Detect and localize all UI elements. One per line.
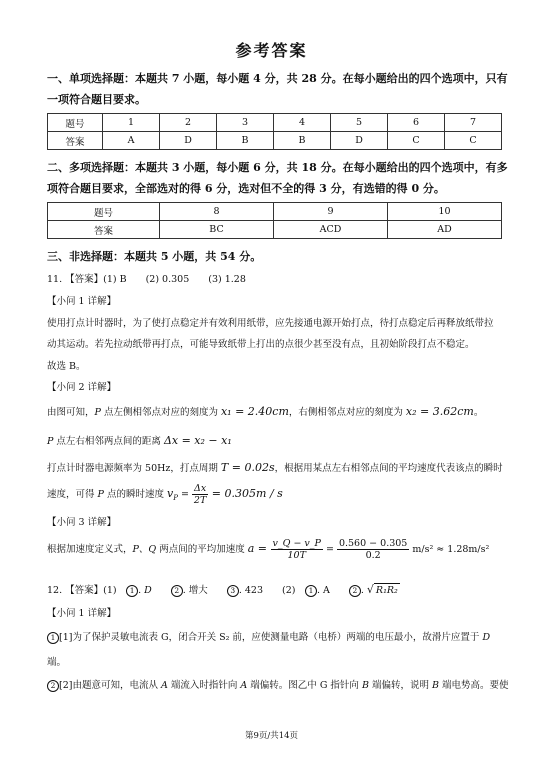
question-number-cell: 2: [160, 114, 217, 132]
text-span: . A: [316, 585, 349, 596]
section3-heading: 三、非选择题：本题共 5 小题，共 54 分。: [47, 250, 262, 263]
text-span: . D: [138, 585, 171, 596]
section2-heading-line2: 项符合题目要求，全部选对的得 6 分，选对但不全的得 3 分，有选错的得 0 分。: [47, 182, 445, 195]
page-footer: 第9页/共14页: [244, 731, 299, 741]
answer-cell: B: [274, 132, 331, 150]
text-span: 端偏转。图乙中 G 指针向: [247, 680, 362, 691]
circled-number: 1: [47, 632, 59, 644]
text-span: ，右侧相邻点对应的刻度为: [288, 407, 406, 418]
text-span: 点左右相邻两点间的距离: [53, 436, 164, 447]
text-span: [1]为了保护灵敏电流表 G，闭合开关 S₂ 前，应使测量电路（电桥）两端的电压最小，故滑片应置于: [59, 632, 483, 643]
points-pq-symbol: P、Q: [132, 544, 157, 555]
formula-a: a =: [247, 542, 271, 555]
table-header-cell: 题号: [48, 203, 160, 221]
question-number-cell: 1: [103, 114, 160, 132]
text-span: 。: [473, 407, 484, 418]
circled-number: 3: [227, 585, 239, 597]
formula-x1: x₁ = 2.40cm: [220, 405, 289, 418]
q11-sub1-paragraph-line2: 动其运动。若先拉动纸带再打点，可能导致纸带上打出的点很少甚至没有点，且初始阶段打点不稳定。: [47, 339, 475, 350]
answer-cell: BC: [160, 221, 274, 239]
table-row: [48, 203, 502, 221]
text-span: 打点计时器电源频率为 50Hz，打点周期: [47, 463, 221, 474]
text-span: 速度，可得: [47, 489, 98, 500]
fraction-numerator: v_Q − v_P: [272, 538, 321, 549]
q12-paragraph1-line1: [47, 631, 490, 644]
answer-cell: AD: [388, 221, 502, 239]
single-choice-answer-table: [47, 113, 502, 150]
point-p-symbol: P: [97, 489, 104, 500]
q11-sub3-label: 【小问 3 详解】: [47, 517, 117, 528]
table-row: [48, 114, 502, 132]
circled-number: 2: [349, 585, 361, 597]
point-p-symbol: P: [47, 436, 54, 447]
text-span: ，根据用某点左右相邻点间的平均速度代表该点的瞬时: [274, 463, 503, 474]
section1-heading-line1: 一、单项选择题：本题共 7 小题，每小题 4 分，共 28 分。在每小题给出的四个选项中，只有: [47, 72, 508, 85]
formula-delta-x: Δx = x₂ − x₁: [163, 434, 232, 447]
q11-sub2-line4: [47, 482, 283, 510]
q11-sub2-label: 【小问 2 详解】: [47, 382, 117, 393]
q11-sub1-label: 【小问 1 详解】: [47, 296, 117, 307]
point-p-symbol: P: [94, 407, 101, 418]
formula-result: = 0.305m / s: [208, 487, 283, 500]
answer-cell: B: [217, 132, 274, 150]
q11-sub2-line2: [47, 434, 232, 448]
formula-subscript: P: [173, 493, 178, 502]
fraction-denominator: 0.2: [365, 550, 381, 561]
circled-number: 1: [126, 585, 138, 597]
fraction-delta-x-over-2t: [192, 483, 208, 506]
answer-cell: A: [103, 132, 160, 150]
answer-cell: D: [160, 132, 217, 150]
endpoint-b-symbol: B: [431, 680, 439, 691]
q12-sub1-label: 【小问 1 详解】: [47, 608, 117, 619]
table-row: [48, 221, 502, 239]
answer-cell: ACD: [274, 221, 388, 239]
answer-cell: D: [331, 132, 388, 150]
text-span: 端流入时指针向: [167, 680, 241, 691]
formula-vp: v: [166, 487, 174, 500]
text-span: 根据加速度定义式，: [47, 544, 133, 555]
text-span: 点左侧相邻点对应的刻度为: [100, 407, 221, 418]
endpoint-a-symbol: A: [160, 680, 168, 691]
q12-answer-line: 12. 【答案】(1) 1 . D 2 . 增大 3 . 423 (2) 1 . A 2 . √ R₁R₂: [47, 583, 398, 596]
question-number-cell: 3: [217, 114, 274, 132]
q11-sub2-line1: [47, 405, 483, 419]
circled-number: 1: [305, 585, 317, 597]
q11-sub1-conclusion: 故选 B。: [47, 361, 86, 372]
multi-choice-answer-table: [47, 202, 502, 239]
text-span: 12. 【答案】(1): [47, 585, 127, 596]
fraction-numeric: [337, 538, 409, 561]
section1-heading-line2: 一项符合题目要求。: [47, 93, 146, 106]
q11-answer-line: 11. 【答案】(1) B (2) 0.305 (3) 1.28: [47, 274, 246, 285]
text-span: .: [360, 585, 367, 596]
text-span: 点的瞬时速度: [103, 489, 167, 500]
endpoint-b-symbol: B: [361, 680, 369, 691]
table-row: [48, 132, 502, 150]
text-span: =: [177, 489, 192, 500]
fraction-velocity-diff: [271, 538, 323, 561]
formula-x2: x₂ = 3.62cm: [405, 405, 474, 418]
question-number-cell: 4: [274, 114, 331, 132]
formula-result: m/s² ≈ 1.28m/s²: [409, 544, 490, 555]
text-span: 由图可知，: [47, 407, 95, 418]
text-span: 端偏转，说明: [368, 680, 432, 691]
text-span: [2]由题意可知，电流从: [59, 680, 161, 691]
endpoint-d-symbol: D: [482, 632, 491, 643]
text-span: 两点间的平均加速度: [156, 544, 248, 555]
text-span: =: [322, 544, 337, 555]
text-span: 端电势高。要使: [438, 680, 509, 691]
q12-paragraph1-line2: 端。: [47, 657, 67, 668]
question-number-cell: 5: [331, 114, 388, 132]
fraction-denominator: 2T: [193, 495, 207, 506]
text-span: . 423 (2): [238, 585, 305, 596]
question-number-cell: 8: [160, 203, 274, 221]
table-header-cell: 题号: [48, 114, 103, 132]
fraction-denominator: 10T: [287, 550, 306, 561]
circled-number: 2: [171, 585, 183, 597]
q11-sub3-line: [47, 536, 489, 563]
circled-number: 2: [47, 680, 59, 692]
question-number-cell: 10: [388, 203, 502, 221]
q11-sub1-paragraph-line1: 使用打点计时器时，为了使打点稳定并有效利用纸带，应先接通电源开始打点，待打点稳定后再释放纸带拉: [47, 318, 494, 329]
q12-paragraph2-line1: [47, 679, 509, 692]
fraction-numerator: 0.560 − 0.305: [338, 538, 408, 549]
table-header-cell: 答案: [48, 221, 160, 239]
answer-cell: C: [445, 132, 502, 150]
page-title: 参考答案: [235, 41, 308, 60]
text-span: . 增大: [182, 585, 227, 596]
endpoint-a-symbol: A: [240, 680, 248, 691]
sqrt-r1r2: R₁R₂: [375, 585, 398, 596]
question-number-cell: 6: [388, 114, 445, 132]
table-header-cell: 答案: [48, 132, 103, 150]
question-number-cell: 9: [274, 203, 388, 221]
formula-period: T = 0.02s: [220, 461, 275, 474]
fraction-numerator: Δx: [192, 483, 208, 495]
section2-heading-line1: 二、多项选择题：本题共 3 小题，每小题 6 分，共 18 分。在每小题给出的四个选项中，有多: [47, 161, 508, 174]
q11-sub2-line3: [47, 461, 503, 475]
question-number-cell: 7: [445, 114, 502, 132]
answer-cell: C: [388, 132, 445, 150]
